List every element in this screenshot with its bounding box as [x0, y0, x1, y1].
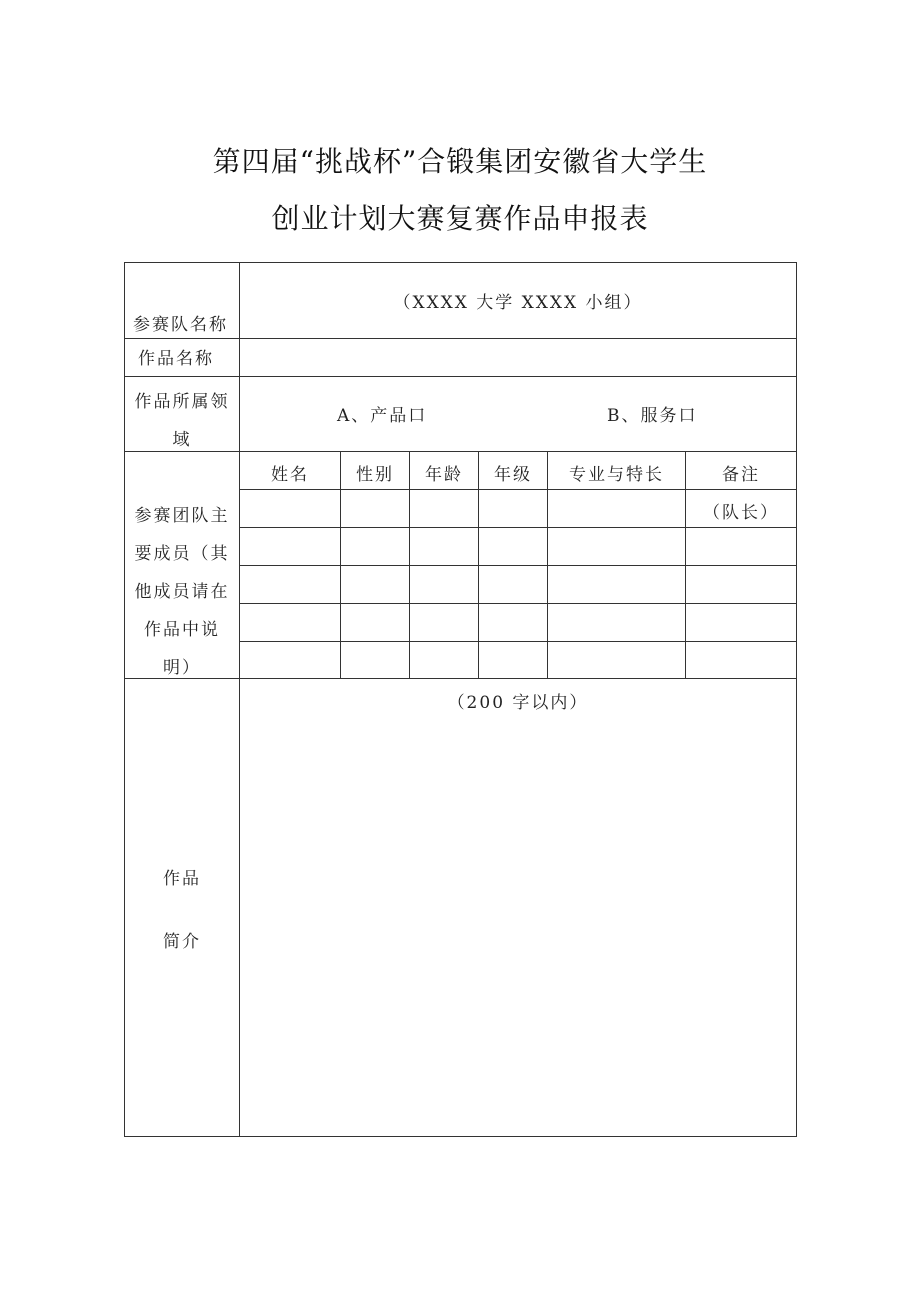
member-col-divider	[685, 451, 686, 678]
domain-option-product[interactable]: A、产品口	[337, 406, 428, 426]
member-row-divider	[239, 489, 796, 490]
team-name-label: 参赛队名称	[133, 315, 228, 335]
members-label	[125, 497, 239, 687]
domain-label-line2: 域	[172, 430, 192, 450]
document-title-line1: 第四届“挑战杯”合锻集团安徽省大学生	[212, 145, 708, 178]
document-title-line2: 创业计划大赛复赛作品申报表	[271, 202, 649, 235]
team-name-field[interactable]: （XXXX 大学 XXXX 小组）	[393, 293, 643, 313]
work-name-label: 作品名称	[138, 349, 214, 369]
members-label-line: 参赛团队主	[134, 506, 230, 526]
work-name-field[interactable]	[240, 339, 796, 376]
member-col-divider	[478, 451, 479, 678]
member-col-divider	[547, 451, 548, 678]
members-label-line: 要成员（其	[134, 544, 230, 564]
intro-text-area[interactable]	[240, 718, 796, 1136]
member-row-divider	[239, 527, 796, 528]
member-col-divider	[409, 451, 410, 678]
intro-hint: （200 字以内）	[447, 693, 589, 713]
header-major: 专业与特长	[569, 465, 664, 485]
intro-label-line2: 简介	[163, 932, 201, 952]
application-form-table	[124, 262, 797, 1137]
domain-label-line1: 作品所属领	[134, 392, 230, 412]
members-label-line: 明）	[163, 658, 201, 678]
header-gender: 性别	[356, 465, 394, 485]
header-name: 姓名	[271, 465, 309, 485]
intro-label-line1: 作品	[163, 869, 201, 889]
header-age: 年龄	[425, 465, 463, 485]
members-label-line: 他成员请在	[134, 582, 230, 602]
member-row-divider	[239, 603, 796, 604]
member-row-divider	[239, 641, 796, 642]
header-remarks: 备注	[722, 465, 760, 485]
leader-note: （队长）	[703, 503, 779, 523]
row-divider	[125, 451, 796, 452]
member-col-divider	[340, 451, 341, 678]
header-grade: 年级	[494, 465, 532, 485]
members-label-line: 作品中说	[144, 620, 220, 640]
domain-option-service[interactable]: B、服务口	[607, 406, 698, 426]
member-row-divider	[239, 565, 796, 566]
row-divider	[125, 376, 796, 377]
